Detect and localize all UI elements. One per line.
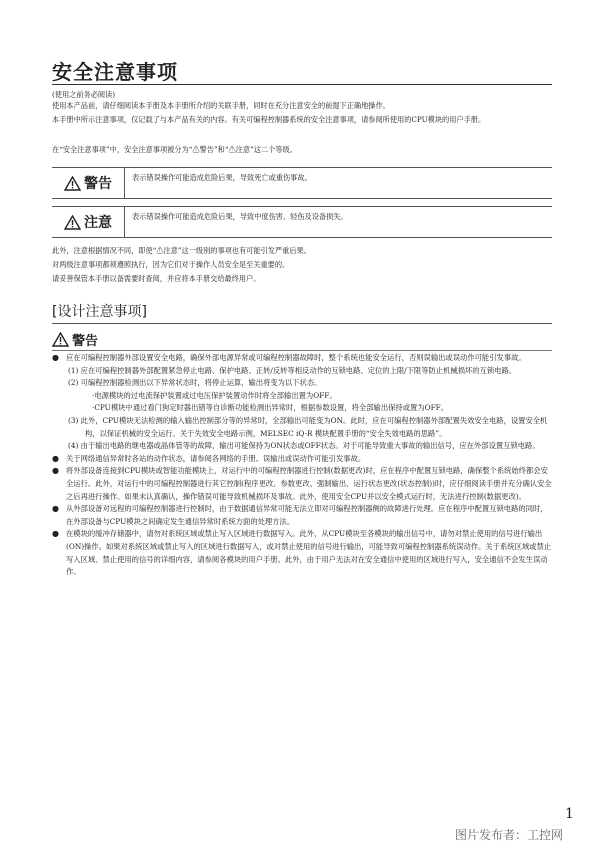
- list-subitem: (3) 此外，CPU模块无法检测的输入输出控制部分等的异常时，全部输出可能变为ON。此时，应在可编程控制器外部配置失效安全电路，设置安全机构，以保证机械的安全运行。关于失效安全电路示例，MELSEC iQ-R 模块配置手册的“安全失效电路的思路”。: [68, 415, 548, 438]
- intro-line: 使用本产品前，请仔细阅读本手册及本手册所介绍的关联手册，同时在充分注意安全的前提下正确地操作。: [52, 101, 390, 110]
- warning-triangle-icon: [64, 176, 81, 191]
- intro-line: 在“安全注意事项”中，安全注意事项被分为“⚠警告”和“⚠注意”这二个等级。: [52, 145, 297, 154]
- design-precautions-list: [52, 352, 552, 579]
- warning-label-text: 警告: [84, 176, 112, 192]
- warning-triangle-icon: [52, 332, 69, 347]
- title-divider: [52, 84, 552, 85]
- list-item: ● 应在可编程控制器外部设置安全电路，确保外部电源异常或可编程控制器故障时，整个系统也能安全运行，否则误输出或误动作可能引发事故。: [52, 352, 552, 365]
- warning-level-box: [52, 167, 552, 199]
- list-subsubitem: ·CPU模块中通过看门狗定时器出错等自诊断功能检测出异常时，根据参数设置，将全部输出保持或置为OFF。: [92, 403, 449, 413]
- note-line: 此外，注意根据情况不同，即使“⚠注意”这一级别的事项也有可能引发严重后果。: [52, 246, 311, 255]
- design-warning-heading: [52, 330, 98, 349]
- warning-level-desc: 表示错误操作可能造成危险后果，导致死亡或重伤事故。: [132, 173, 312, 182]
- caution-triangle-icon: [64, 215, 81, 230]
- read-before-use-note: (使用之前务必阅读): [52, 90, 116, 99]
- list-subsubitem: ·电源模块的过电流保护装置或过电压保护装置动作时将全部输出置为OFF。: [92, 390, 337, 400]
- caution-level-desc: 表示错误操作可能造成危险后果，导致中度伤害、轻伤及设备损失。: [132, 212, 348, 221]
- warning-level-label: [52, 168, 125, 198]
- list-subitem: (1) 应在可编程控制器外部配置紧急停止电路、保护电路、正转/反转等相反动作的互锁电路、定位的上限/下限等防止机械损坏的互锁电路。: [68, 365, 517, 375]
- design-warning-label: 警告: [72, 334, 99, 349]
- list-item: ● 从外部设备对远程的可编程控制器进行控制时，由于数据通信异常可能无法立即对可编程控制器侧的故障进行处理。应在程序中配置互锁电路的同时，在外部设备与CPU模块之间确定发生通信异常时系统方面的处理方法。: [52, 503, 552, 528]
- caution-level-box: [52, 206, 552, 238]
- page-number: 1: [565, 806, 574, 822]
- list-subitem: (4) 由于输出电路的继电器或晶体管等的故障，输出可能保持为ON状态或OFF状态。对于可能导致重大事故的输出信号，应在外部设置互锁电路。: [68, 441, 540, 451]
- list-item: ● 在模块的缓冲存储器中，请勿对系统区域或禁止写入区域进行数据写入。此外，从CPU模块至各模块的输出信号中，请勿对禁止使用的信号进行输出(ON)操作。如果对系统区域或禁止写入的区域进行数据写入，或对禁止使用的信号进行输出，可能导致可编程控制器系统误动作。关于系统区域或禁止写入区域、禁止使用的信号的详细内容，请参阅各模块的用户手册。此外，由于用户无法对在安全通信中使用的区域进行写入，安全通信不会发生误动作。: [52, 528, 552, 578]
- caution-level-label: [52, 207, 125, 237]
- section-divider: [52, 323, 552, 324]
- list-item: ● 关于网络通信异常时各站的动作状态，请参阅各网络的手册。误输出或误动作可能引发事故。: [52, 453, 552, 466]
- page-title: 安全注意事项: [52, 60, 178, 84]
- list-item: ● 将外部设备连接到CPU模块或智能功能模块上，对运行中的可编程控制器进行控制(数据更改)时，应在程序中配置互锁电路，确保整个系统始终都会安全运行。此外，对运行中的可编程控制器进行其它控制(程序更改、参数更改、强制输出、运行状态更改(状态控制))时，应仔细阅读手册并充分确认安全之后再进行操作。如果未认真确认，操作错误可能导致机械损坏及事故。此外，使用安全CPU并以安全模式运行时，无法进行控制(数据更改)。: [52, 465, 552, 503]
- watermark: 图片发布者：工控网: [455, 828, 564, 842]
- note-line: 对两级注意事项都须遵照执行，因为它们对于操作人员安全是至关重要的。: [52, 260, 290, 269]
- caution-label-text: 注意: [84, 215, 112, 231]
- note-line: 请妥善保管本手册以备需要时查阅，并应将本手册交给最终用户。: [52, 274, 261, 283]
- warning-divider: [52, 350, 552, 351]
- section-title: [设计注意事项]: [52, 304, 147, 320]
- intro-line: 本手册中所示注意事项，仅记载了与本产品有关的内容。有关可编程控制器系统的安全注意事项，请参阅所使用的CPU模块的用户手册。: [52, 115, 486, 124]
- list-subitem: (2) 可编程控制器检测出以下异常状态时，将停止运算，输出将变为以下状态。: [68, 378, 322, 388]
